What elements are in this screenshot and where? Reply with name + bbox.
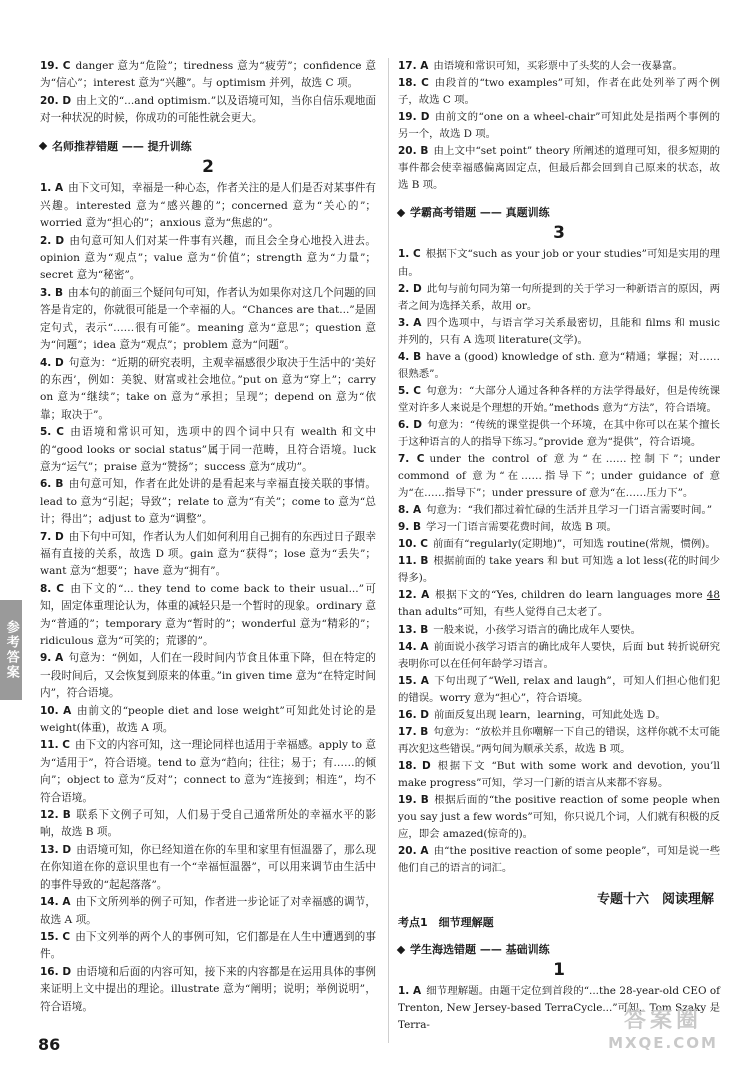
answer-number: 12. A	[398, 589, 430, 602]
answer-number: 5. C	[40, 426, 64, 439]
answer-item	[398, 707, 720, 724]
answer-item	[398, 792, 720, 843]
answer-item	[398, 246, 720, 280]
answer-item	[398, 673, 720, 707]
answer-item	[398, 349, 720, 383]
answer-text: 由下文列举的两个人的事例可知，它们都是在人生中遭遇到的事件。	[40, 930, 377, 961]
answer-number: 10. C	[398, 538, 428, 551]
section-heading-text: 学生海选错题 —— 基础训练	[410, 943, 550, 957]
answer-number: 9. A	[40, 652, 64, 665]
answer-item	[40, 807, 376, 842]
answer-number: 19. C	[40, 60, 71, 72]
answer-number: 14. A	[398, 640, 429, 653]
answer-number: 14. A	[40, 896, 71, 909]
answer-item	[398, 315, 720, 349]
answer-number: 7. D	[40, 530, 64, 543]
answer-item	[398, 519, 720, 536]
answer-item	[398, 502, 720, 519]
side-tab: 参考答案	[0, 600, 22, 700]
answer-text: 句意为：“例如，人们在一段时间内节食且体重下降，但在特定的一段时间后，又会恢复到原来的体重。”in given time 意为“在特定时间内”，符合语境。	[40, 652, 376, 700]
answer-number: 8. A	[398, 504, 422, 517]
answer-text: 细节理解题。由题干定位到首段的“...the 28-year-old CEO of Trenton, New Jersey-based TerraCycle...”可知，Tom Szaky 是 Terra-	[398, 985, 720, 1032]
answer-item	[398, 553, 720, 587]
answer-number: 9. B	[398, 521, 421, 534]
answer-number: 3. B	[40, 286, 63, 299]
answer-item	[40, 894, 376, 929]
answer-number: 6. B	[40, 478, 64, 491]
answer-item	[398, 383, 720, 417]
answer-text: 由下文所列举的例子可知，作者进一步论证了对幸福感的调节，故选 A 项。	[40, 896, 377, 926]
answer-item	[398, 622, 720, 639]
answer-item	[398, 587, 720, 621]
answer-text: 由段首的“two examples”可知，作者在此处列举了两个例子，故选 C 项。	[398, 77, 721, 107]
answer-text: under the control of 意为“在……控制下”；under commond of 意为“在……指导下”；under guidance of 意为“在……指导下”；under pressure of 意为“在……压力下”。	[398, 453, 721, 500]
answer-text: 句意为：“近期的研究表明，主观幸福感很少取决于生活中的‘美好的东西’，例如：美貌、财富或社会地位。”put on 意为“穿上”；carry on 意为“继续”；take on 意为“承担；呈现”；depend on 意为“依靠；取决于”。	[40, 356, 376, 421]
diamond-bullet-icon	[397, 209, 405, 217]
section-heading	[398, 204, 720, 221]
answer-text: 联系下文例子可知，人们易于受自己通常所处的幸福水平的影响，故选 B 项。	[40, 809, 377, 839]
answer-text: 由下文的“... they tend to come back to their usual...”可知，固定体重理论认为，体重的减轻只是一个暂时的现象。ordinary 意为“普通的”；temporary 意为“暂时的”；wonderful 意为“精彩的”；ridiculous 意为“可笑的；荒谬的”。	[40, 582, 377, 647]
answer-number: 2. D	[398, 282, 422, 295]
topic-title: 考点1 细节理解题	[398, 916, 494, 930]
answer-number: 17. B	[398, 725, 429, 738]
answer-text: 由语境可知，你已经知道在你的车里和家里有恒温器了，那么现在你知道在你的意识里也有一个“幸福恒温器”，可以用来调节由生活中的事件导致的“起起落落”。	[40, 843, 376, 891]
answer-number: 3. A	[398, 316, 422, 329]
set-number: 1	[553, 960, 565, 981]
answer-text: 根据下文 “But with some work and devotion, you’ll make progress”可知，学习一门新的语言从来都不容易。	[398, 759, 720, 789]
answer-number: 2. D	[40, 234, 65, 247]
answer-text: danger 意为“危险”；tiredness 意为“疲劳”；confidence 意为“信心”；interest 意为“兴趣”。与 optimism 并列，故选 C 项。	[40, 60, 376, 90]
diamond-bullet-icon	[397, 946, 405, 954]
answer-item	[40, 233, 376, 285]
answer-text: 此句与前句同为第一句所提到的关于学习一种新语言的原因，两者之间为选择关系，故用 or。	[398, 282, 720, 312]
answer-number: 15. C	[40, 930, 71, 943]
watermark-line1: 答案圈	[623, 1008, 702, 1033]
answer-item	[40, 842, 376, 894]
answer-number: 18. C	[398, 77, 429, 90]
watermark-line2: MXQE.COM	[608, 1034, 718, 1052]
answer-item	[40, 737, 376, 807]
set-number: 2	[202, 157, 214, 178]
answer-number: 13. B	[398, 623, 429, 636]
answer-item	[398, 724, 720, 758]
answer-number: 20. B	[398, 145, 429, 158]
answer-text: 根据后面的“the positive reaction of some people when you say just a few words”可知，你只说几个词，人们就有积极的反应，即会 amazed(惊奇的)。	[398, 793, 720, 841]
answer-item	[398, 281, 720, 315]
answer-item	[398, 843, 720, 877]
answer-number: 1. A	[398, 985, 422, 998]
answer-text: 由语境和常识可知，选项中的四个词中只有 wealth 和文中的“good looks or social status”属于同一范畴，且符合语境。luck 意为“运气”；praise 意为“赞扬”；success 意为“成功”。	[40, 426, 376, 473]
answer-item	[398, 758, 720, 792]
answer-text: 由上文的“...and optimism.”以及语境可知，当你自信乐观地面对一种状况的时候，你成功的可能性就会更大。	[40, 94, 376, 125]
answer-item	[398, 451, 720, 502]
answer-number: 12. B	[40, 809, 71, 822]
chapter-title: 专题十六 阅读理解	[596, 892, 714, 908]
answer-number: 15. A	[398, 674, 429, 687]
answer-text: 根据前面的 take years 和 but 可知选 a lot less(花的时间少得多)。	[398, 555, 720, 585]
page-number: 86	[38, 1035, 61, 1054]
answer-text: 下句出现了“Well, relax and laugh”，可知人们担心他们犯的错误。worry 意为“担心”，符合语境。	[398, 674, 720, 704]
answer-item	[398, 639, 720, 673]
answer-item	[40, 424, 376, 476]
answer-text: 由前文的“one on a wheel-chair”可知此处是指两个事例的另一个，故选 D 项。	[398, 111, 720, 141]
watermark-logo	[588, 1010, 738, 1070]
answer-item	[40, 703, 376, 738]
answer-item	[40, 581, 376, 651]
answer-number: 4. D	[40, 356, 64, 369]
answer-blank: 48	[706, 589, 720, 602]
answer-item	[398, 417, 720, 451]
answer-item	[398, 109, 720, 143]
answer-number: 5. C	[398, 384, 421, 397]
left-column	[40, 58, 376, 1016]
answer-number: 8. C	[40, 582, 64, 595]
answer-number: 20. D	[40, 94, 72, 107]
answer-item	[398, 143, 720, 194]
answer-text: 由前文的“people diet and lose weight”可知此处讨论的是 weight(体重)，故选 A 项。	[40, 704, 376, 735]
answer-number: 11. B	[398, 555, 429, 568]
answer-item	[398, 536, 720, 553]
answer-number: 11. C	[40, 739, 70, 752]
answer-text: 句意为：“传统的课堂提供一个环境，在其中你可以在某个擅长于这种语言的人的指导下练习。”provide 意为“提供”，符合语境。	[398, 418, 721, 448]
answer-text: 四个选项中，与语言学习关系最密切，且能和 films 和 music 并列的，只有 A 选项 literature(文学)。	[398, 316, 720, 346]
answer-item	[40, 929, 376, 964]
section-heading	[398, 941, 720, 958]
answer-item	[40, 180, 376, 232]
answer-text: 根据下文的“Yes, children do learn languages more	[434, 589, 707, 602]
answer-number: 16. D	[398, 708, 429, 721]
answer-text: 由语境和常识可知，买彩票中了头奖的人会一夜暴富。	[433, 60, 683, 72]
answer-number: 19. B	[398, 793, 429, 806]
answer-text: have a (good) knowledge of sth. 意为“精通；掌握；对……很熟悉”。	[398, 350, 720, 380]
answer-text: 前面反复出现 learn，learning，可知此处选 D。	[433, 708, 666, 721]
answer-text: 由语境和后面的内容可知，接下来的内容都是在运用具体的事例来证明上文中提出的理论。illustrate 意为“阐明；说明；举例说明”，符合语境。	[40, 965, 376, 1013]
answer-number: 10. A	[40, 704, 72, 717]
answer-number: 17. A	[398, 60, 429, 72]
answer-text: 由上文中“set point” theory 所阐述的道理可知，很多短期的事件都会使幸福感偏离固定点，但最后都会回到自己原来的状态，故选 B 项。	[398, 145, 720, 192]
answer-item	[40, 529, 376, 581]
answer-item	[40, 285, 376, 355]
answer-number: 1. C	[398, 248, 421, 261]
answer-text: 句意为：“大部分人通过各种各样的方法学得最好，但是传统课堂对许多人来说是个理想的开始。”methods 意为“方法”，符合语境。	[398, 384, 721, 414]
answer-number: 19. D	[398, 111, 430, 124]
answer-number: 16. D	[40, 965, 72, 978]
answer-text: 由“the positive reaction of some people”，可知是说一些他们自己的语言的词汇。	[398, 845, 721, 875]
answer-text: 由下文的内容可知，这一理论同样也适用于幸福感。apply to 意为“适用于”，符合语境。tend to 意为“趋向；往往；易于；有……的倾向”；object to 意为“反对”；connect to 意为“连接到；相连”，均不符合语境。	[40, 739, 376, 804]
answer-item	[398, 75, 720, 109]
section-heading-text: 学霸高考错题 —— 真题训练	[410, 206, 550, 220]
set-number: 3	[553, 223, 565, 244]
section-heading	[40, 138, 376, 155]
answer-text: 前面有“regularly(定期地)”，可知选 routine(常规，惯例)。	[432, 538, 716, 551]
answer-item	[398, 58, 720, 75]
answer-text-tail: than adults”可知，有些人觉得自己太老了。	[398, 606, 609, 619]
answer-number: 6. D	[398, 418, 422, 431]
answer-text: 根据下文“such as your job or your studies”可知是实用的理由。	[398, 248, 720, 278]
answer-text: 由句意可知人们对某一件事有兴趣，而且会全身心地投入进去。opinion 意为“观点”；value 意为“价值”；strength 意为“力量”；secret 意为“秘密”。	[40, 234, 377, 282]
answer-number: 18. D	[398, 759, 431, 772]
answer-text: 由下句中可知，作者认为人们如何利用自己拥有的东西过日子跟幸福有直接的关系，故选 D 项。gain 意为“获得”；lose 意为“丢失”；want 意为“想要”；have 意为“拥有”。	[40, 530, 376, 578]
column-divider	[388, 58, 389, 1043]
answer-number: 4. B	[398, 350, 422, 363]
answer-number: 20. A	[398, 845, 429, 858]
answer-text: 由句意可知，作者在此处讲的是看起来与幸福直接关联的事情。lead to 意为“引起；导致”；relate to 意为“有关”；come to 意为“总计；得出”；adjust to 意为“调整”。	[40, 478, 376, 526]
diamond-bullet-icon	[39, 142, 47, 150]
answer-text: 一般来说，小孩学习语言的确比成年人要快。	[433, 623, 642, 636]
answer-text: 由本句的前面三个疑问句可知，作者认为如果你对这几个问题的回答是肯定的，你就很可能是一个幸福的人。“Chances are that...”是固定句式，表示“……很有可能”。meaning 意为“意思”；question 意为“问题”；idea 意为“观点”；problem 意为“问题”。	[40, 286, 376, 352]
answer-number: 7. C	[398, 453, 425, 466]
section-heading-text: 名师推荐错题 —— 提升训练	[52, 139, 192, 153]
answer-number: 1. A	[40, 182, 64, 195]
answer-item	[40, 355, 376, 425]
answer-text: 前面说小孩学习语言的确比成年人要快，后面 but 转折说研究表明你可以在任何年龄学习语言。	[398, 640, 720, 670]
right-column	[398, 58, 720, 1035]
answer-item	[40, 476, 376, 528]
answer-item	[40, 964, 376, 1016]
answer-text: 句意为：“我们都过着忙碌的生活并且学习一门语言需要时间。”	[426, 504, 713, 517]
answer-item	[40, 93, 376, 128]
answer-text: 学习一门语言需要花费时间，故选 B 项。	[425, 521, 617, 534]
answer-text: 句意为：“放松并且你嘲解一下自己的错误，这样你就不太可能再次犯这些错误。”两句间为顺承关系，故选 B 项。	[398, 725, 720, 755]
answer-text: 由下文可知，幸福是一种心态，作者关注的是人们是否对某事件有兴趣。interested 意为“感兴趣的”；concerned 意为“关心的”；worried 意为“担心的”；anxious 意为“焦虑的”。	[40, 182, 377, 230]
answer-item	[40, 650, 376, 702]
answer-item	[40, 58, 376, 93]
answer-number: 13. D	[40, 843, 72, 856]
